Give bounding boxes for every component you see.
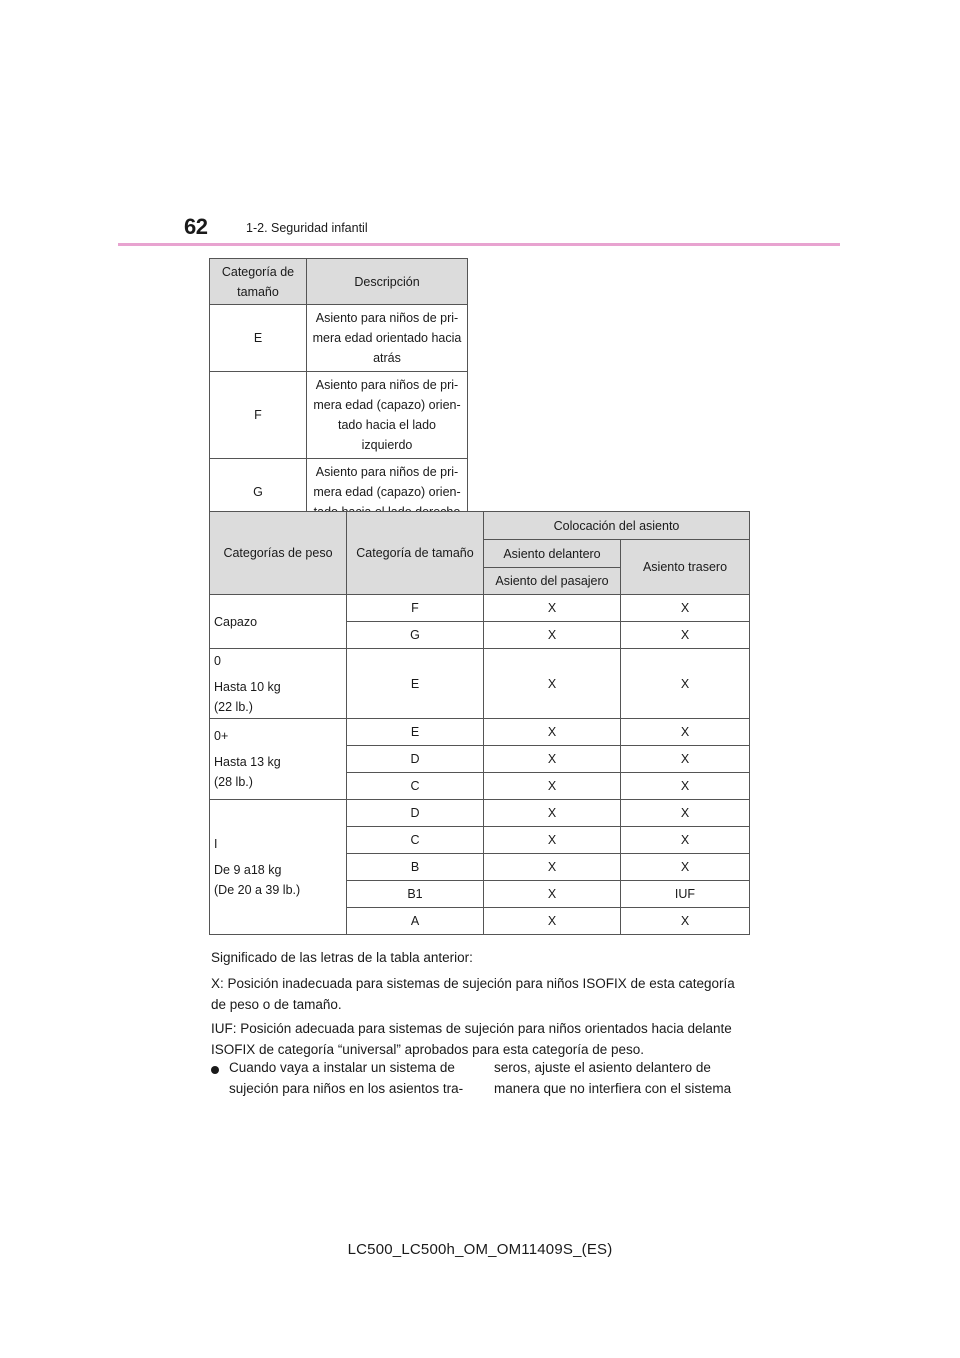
front-seat-cell: X: [484, 800, 621, 827]
weight-category-line: (28 lb.): [214, 775, 253, 789]
weight-table-header-rear: Asiento trasero: [621, 540, 750, 595]
weight-category-line: (22 lb.): [214, 699, 253, 714]
weight-category-line: 0+: [214, 729, 229, 743]
notes-iuf-meaning: IUF: Posición adecuada para sistemas de sujeción para niños orientados hacia delante ISOFIX de categoría “universal” aprobados para esta categoría de peso.: [211, 1021, 732, 1057]
weight-table-header-passenger: Asiento del pasajero: [484, 568, 621, 595]
notes-x-meaning: X: Posición inadecuada para sistemas de sujeción para niños ISOFIX de esta categoría de peso o de tamaño.: [211, 976, 735, 1012]
weight-category-line: 0: [214, 653, 221, 668]
front-seat-cell: X: [484, 622, 621, 649]
size-description-cell: Asiento para niños de pri-mera edad (capazo) orien-: [307, 459, 468, 526]
weight-category-cell: [210, 649, 347, 719]
weight-table-header-placement: Colocación del asiento: [484, 512, 750, 540]
table-row: [210, 305, 468, 372]
weight-category-line: Hasta 13 kg: [214, 755, 281, 769]
weight-table-header-front: Asiento delantero: [484, 540, 621, 568]
table-row: [210, 595, 750, 622]
weight-category-line: De 9 a18 kg: [214, 863, 282, 877]
weight-category-line: Hasta 10 kg: [214, 679, 281, 694]
bullet-text-left: Cuando vaya a instalar un sistema de sujeción para niños en los asientos tra-: [229, 1060, 464, 1096]
table-row: [210, 800, 750, 827]
size-category-cell: G: [210, 459, 307, 526]
bullet-text-right: seros, ajuste el asiento delantero de manera que no interfiera con el sistema: [494, 1060, 732, 1096]
size-category-cell: F: [210, 372, 307, 459]
section-title: 1-2. Seguridad infantil: [246, 221, 368, 235]
front-seat-cell: X: [484, 881, 621, 908]
front-seat-cell: X: [484, 908, 621, 935]
size-category-cell: D: [347, 746, 484, 773]
footer-code: LC500_LC500h_OM_OM11409S_(ES): [347, 1241, 613, 1258]
size-category-cell: D: [347, 800, 484, 827]
weight-category-line: (De 20 a 39 lb.): [214, 883, 301, 897]
rear-seat-cell: X: [621, 854, 750, 881]
size-category-cell: G: [347, 622, 484, 649]
front-seat-cell: X: [484, 719, 621, 746]
front-seat-cell: X: [484, 746, 621, 773]
size-category-cell: F: [347, 595, 484, 622]
rear-seat-cell: IUF: [621, 881, 750, 908]
table-row: [210, 719, 750, 746]
bullet-icon: [211, 1066, 219, 1074]
size-category-cell: B1: [347, 881, 484, 908]
size-category-cell: C: [347, 827, 484, 854]
weight-category-line: Capazo: [214, 614, 258, 629]
rear-seat-cell: X: [621, 622, 750, 649]
size-category-cell: E: [210, 305, 307, 372]
size-category-cell: E: [347, 719, 484, 746]
front-seat-cell: X: [484, 595, 621, 622]
front-seat-cell: X: [484, 854, 621, 881]
weight-category-cell: [210, 595, 347, 649]
size-table-header-category: Categoría de tamaño: [210, 259, 307, 305]
page-number: 62: [184, 214, 208, 239]
table-row: [210, 649, 750, 719]
notes-intro: Significado de las letras de la tabla anterior:: [211, 950, 473, 965]
rear-seat-cell: X: [621, 746, 750, 773]
weight-category-line: I: [214, 837, 218, 851]
size-category-cell: B: [347, 854, 484, 881]
rear-seat-cell: X: [621, 773, 750, 800]
rear-seat-cell: X: [621, 908, 750, 935]
weight-table-header-size: Categoría de tamaño: [347, 512, 484, 595]
front-seat-cell: X: [484, 773, 621, 800]
rear-seat-cell: X: [621, 719, 750, 746]
size-description-cell: Asiento para niños de pri-mera edad (capazo) orien-tado hacia el lado izquierdo: [307, 372, 468, 459]
front-seat-cell: X: [484, 649, 621, 719]
table-row: [210, 372, 468, 459]
size-category-table: [209, 258, 468, 526]
weight-category-cell: [210, 800, 347, 935]
size-category-cell: A: [347, 908, 484, 935]
rear-seat-cell: X: [621, 649, 750, 719]
rear-seat-cell: X: [621, 800, 750, 827]
rear-seat-cell: X: [621, 827, 750, 854]
weight-category-table: [209, 511, 750, 935]
size-category-cell: E: [347, 649, 484, 719]
weight-category-cell: [210, 719, 347, 800]
rear-seat-cell: X: [621, 595, 750, 622]
header-rule: [118, 243, 840, 246]
size-table-header-description: Descripción: [307, 259, 468, 305]
weight-table-header-weight: Categorías de peso: [210, 512, 347, 595]
front-seat-cell: X: [484, 827, 621, 854]
size-category-cell: C: [347, 773, 484, 800]
size-description-cell: Asiento para niños de pri-mera edad orientado hacia atrás: [307, 305, 468, 372]
